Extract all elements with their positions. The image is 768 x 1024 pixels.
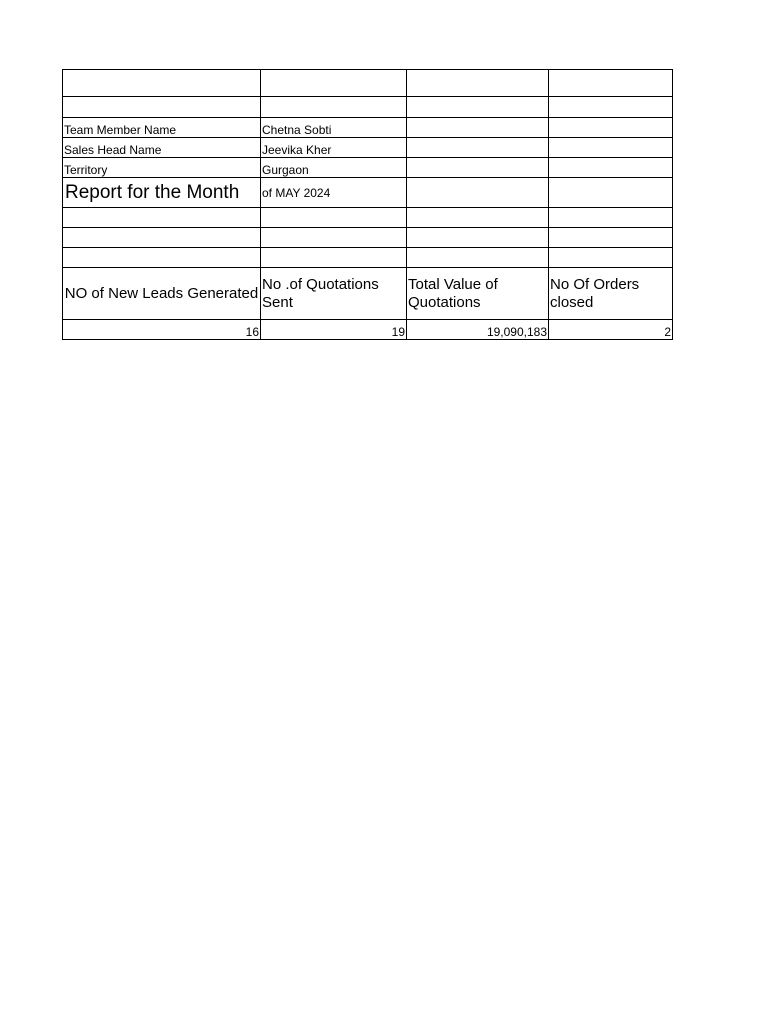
cell[interactable]	[261, 208, 407, 228]
cell[interactable]	[63, 248, 261, 268]
cell[interactable]	[261, 97, 407, 118]
report-title-row	[63, 178, 673, 208]
value-total-value[interactable]: 19,090,183	[407, 320, 549, 340]
summary-values-row	[63, 320, 673, 340]
territory-label[interactable]: Territory	[63, 158, 261, 178]
cell[interactable]	[407, 118, 549, 138]
sales-head-value[interactable]: Jeevika Kher	[261, 138, 407, 158]
report-title-part1: Report for the Month	[65, 181, 240, 203]
empty-row	[63, 208, 673, 228]
sales-head-label[interactable]: Sales Head Name	[63, 138, 261, 158]
cell[interactable]	[407, 158, 549, 178]
cell[interactable]	[261, 70, 407, 97]
cell[interactable]	[407, 228, 549, 248]
cell[interactable]	[549, 138, 673, 158]
cell[interactable]	[407, 248, 549, 268]
cell[interactable]	[63, 70, 261, 97]
report-title-cell[interactable]	[63, 178, 261, 208]
header-total-value[interactable]: Total Value of Quotations	[407, 268, 549, 320]
value-orders-closed[interactable]: 2	[549, 320, 673, 340]
empty-row	[63, 97, 673, 118]
empty-row	[63, 70, 673, 97]
cell[interactable]	[549, 178, 673, 208]
cell[interactable]	[549, 97, 673, 118]
cell[interactable]	[407, 70, 549, 97]
team-member-value[interactable]: Chetna Sobti	[261, 118, 407, 138]
header-orders-closed[interactable]: No Of Orders closed	[549, 268, 673, 320]
value-new-leads[interactable]: 16	[63, 320, 261, 340]
cell[interactable]	[261, 228, 407, 248]
cell[interactable]	[63, 228, 261, 248]
cell[interactable]	[407, 178, 549, 208]
report-title-part2[interactable]: of MAY 2024	[261, 178, 407, 208]
team-member-row	[63, 118, 673, 138]
report-sheet	[62, 69, 673, 340]
cell[interactable]	[549, 208, 673, 228]
cell[interactable]	[549, 70, 673, 97]
cell[interactable]	[407, 208, 549, 228]
sales-head-row	[63, 138, 673, 158]
cell[interactable]	[63, 208, 261, 228]
cell[interactable]	[63, 97, 261, 118]
cell[interactable]	[549, 158, 673, 178]
cell[interactable]	[407, 138, 549, 158]
cell[interactable]	[407, 97, 549, 118]
cell[interactable]	[261, 248, 407, 268]
territory-value[interactable]: Gurgaon	[261, 158, 407, 178]
value-quotations-sent[interactable]: 19	[261, 320, 407, 340]
cell[interactable]	[549, 118, 673, 138]
summary-header-row	[63, 268, 673, 320]
team-member-label[interactable]: Team Member Name	[63, 118, 261, 138]
cell[interactable]	[549, 228, 673, 248]
header-quotations-sent[interactable]: No .of Quotations Sent	[261, 268, 407, 320]
cell[interactable]	[549, 248, 673, 268]
territory-row	[63, 158, 673, 178]
empty-row	[63, 248, 673, 268]
empty-row	[63, 228, 673, 248]
header-new-leads[interactable]: NO of New Leads Generated	[63, 268, 261, 320]
